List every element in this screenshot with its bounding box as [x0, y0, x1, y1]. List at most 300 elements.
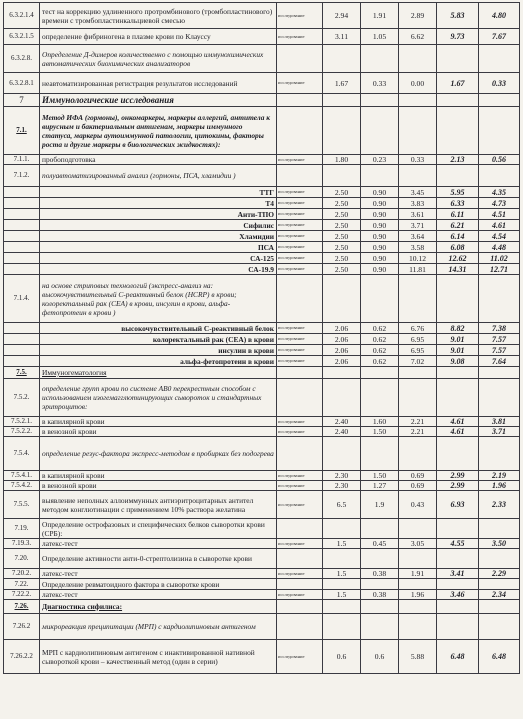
row-unit: исследование	[277, 155, 323, 165]
table-row	[4, 209, 520, 220]
row-value-1	[323, 165, 361, 187]
row-name: Т4	[40, 198, 277, 209]
row-value-1: 2.06	[323, 323, 361, 334]
table-row	[4, 45, 520, 73]
row-unit: исследование	[277, 345, 323, 356]
row-value-1: 2.06	[323, 334, 361, 345]
row-value-3: 2.21	[399, 417, 437, 427]
row-value-1: 1.5	[323, 590, 361, 600]
row-unit: исследование	[277, 471, 323, 481]
row-code: 7.5.	[4, 367, 40, 379]
row-unit: исследование	[277, 231, 323, 242]
row-value-5	[479, 165, 520, 187]
table-row	[4, 231, 520, 242]
row-name: инсулин в крови	[40, 345, 277, 356]
row-value-3: 6.76	[399, 323, 437, 334]
row-value-5: 4.61	[479, 220, 520, 231]
row-value-5	[479, 45, 520, 73]
row-name: СА-125	[40, 253, 277, 264]
row-code: 6.3.2.1.5	[4, 29, 40, 45]
row-value-3	[399, 107, 437, 155]
row-value-5	[479, 275, 520, 323]
table-row	[4, 640, 520, 674]
row-value-2: 0.62	[361, 323, 399, 334]
row-value-3: 3.71	[399, 220, 437, 231]
row-value-2: 1.50	[361, 427, 399, 437]
row-value-4: 6.11	[437, 209, 479, 220]
row-value-4: 6.08	[437, 242, 479, 253]
row-value-1: 1.5	[323, 569, 361, 579]
row-value-3: 3.83	[399, 198, 437, 209]
row-value-2: 0.38	[361, 590, 399, 600]
row-value-3	[399, 275, 437, 323]
row-unit	[277, 614, 323, 640]
row-code: 7.19.3.	[4, 539, 40, 549]
row-value-5: 2.33	[479, 491, 520, 519]
row-value-5: 3.81	[479, 417, 520, 427]
row-value-5: 6.48	[479, 640, 520, 674]
row-value-1: 2.50	[323, 209, 361, 220]
row-value-3: 5.88	[399, 640, 437, 674]
row-value-4	[437, 549, 479, 569]
row-name: определение резус-фактора экспресс-методом в пробирках без подогрева	[40, 437, 277, 471]
row-name: СА-19.9	[40, 264, 277, 275]
row-value-1: 2.50	[323, 242, 361, 253]
row-code: 7.26.2.2	[4, 640, 40, 674]
row-value-5: 2.29	[479, 569, 520, 579]
row-value-3: 6.95	[399, 345, 437, 356]
table-row	[4, 437, 520, 471]
row-code: 7.1.2.	[4, 165, 40, 187]
row-value-5	[479, 107, 520, 155]
row-value-2: 0.33	[361, 73, 399, 94]
table-row	[4, 73, 520, 94]
row-code: 7.20.2.	[4, 569, 40, 579]
row-unit	[277, 600, 323, 614]
row-code	[4, 231, 40, 242]
row-name: выявление неполных аллоиммунных антиэритроцитарных антител методом конглютинации с применением 10% раствора желатина	[40, 491, 277, 519]
row-value-3: 2.89	[399, 3, 437, 29]
row-value-4	[437, 579, 479, 590]
row-value-5	[479, 94, 520, 107]
row-value-4: 3.41	[437, 569, 479, 579]
row-value-3	[399, 379, 437, 417]
row-value-3: 3.45	[399, 187, 437, 198]
table-row	[4, 275, 520, 323]
row-value-2: 0.62	[361, 356, 399, 367]
row-name: на основе стриповых технологий (экспресс-анализ на: высокочувствительный С-реактивный белок (HCRP) в крови; колоректальный рак (СЕА) в крови, инсулин в крови, альфа-фетопротеин в крови )	[40, 275, 277, 323]
table-row	[4, 549, 520, 569]
row-value-4: 14.31	[437, 264, 479, 275]
row-code	[4, 242, 40, 253]
row-value-2: 1.9	[361, 491, 399, 519]
row-value-2: 0.90	[361, 253, 399, 264]
row-value-5: 4.48	[479, 242, 520, 253]
row-name: полуавтоматизированный анализ (гормоны, ПСА, хламидии )	[40, 165, 277, 187]
row-value-2: 0.90	[361, 220, 399, 231]
row-unit: исследование	[277, 3, 323, 29]
row-value-5: 7.57	[479, 345, 520, 356]
row-name: Анти-ТПО	[40, 209, 277, 220]
row-name: Хламидии	[40, 231, 277, 242]
table-body	[4, 3, 520, 674]
row-code: 7.19.	[4, 519, 40, 539]
row-value-4: 3.46	[437, 590, 479, 600]
table-row	[4, 323, 520, 334]
row-value-3	[399, 579, 437, 590]
row-value-3	[399, 519, 437, 539]
row-value-1	[323, 614, 361, 640]
table-row	[4, 165, 520, 187]
row-value-5: 4.73	[479, 198, 520, 209]
table-row	[4, 471, 520, 481]
row-name: высокочувствительный С-реактивный белок	[40, 323, 277, 334]
row-value-2	[361, 94, 399, 107]
row-value-2: 0.90	[361, 242, 399, 253]
row-value-3: 11.81	[399, 264, 437, 275]
row-value-2: 0.62	[361, 345, 399, 356]
row-value-1: 6.5	[323, 491, 361, 519]
row-code	[4, 334, 40, 345]
row-unit: исследование	[277, 29, 323, 45]
row-value-2: 1.60	[361, 417, 399, 427]
row-unit	[277, 579, 323, 590]
row-value-5	[479, 579, 520, 590]
row-name: латекс-тест	[40, 590, 277, 600]
row-value-1: 2.50	[323, 187, 361, 198]
row-code	[4, 264, 40, 275]
table-row	[4, 187, 520, 198]
row-value-3	[399, 165, 437, 187]
row-unit: исследование	[277, 187, 323, 198]
row-code	[4, 209, 40, 220]
row-unit: исследование	[277, 590, 323, 600]
row-value-3: 0.69	[399, 471, 437, 481]
row-value-1	[323, 367, 361, 379]
row-value-5	[479, 600, 520, 614]
row-value-2	[361, 165, 399, 187]
row-value-5: 7.64	[479, 356, 520, 367]
row-unit: исследование	[277, 209, 323, 220]
row-value-3: 0.43	[399, 491, 437, 519]
table-row	[4, 590, 520, 600]
row-value-5: 7.57	[479, 334, 520, 345]
row-value-1: 2.40	[323, 417, 361, 427]
table-row	[4, 356, 520, 367]
row-value-2: 0.90	[361, 198, 399, 209]
row-name: определение групп крови по системе АВ0 перекрестным способом с использованием изогемагглютинирующих сывороток и стандартных эритроцитов:	[40, 379, 277, 417]
row-code: 7.1.4.	[4, 275, 40, 323]
row-name: Определение Д-димеров количественно с помощью иммунохимических автоматических биохимических анализаторов	[40, 45, 277, 73]
row-code: 7.22.2.	[4, 590, 40, 600]
price-table	[3, 2, 520, 674]
row-value-4: 6.21	[437, 220, 479, 231]
row-value-1: 1.67	[323, 73, 361, 94]
row-unit	[277, 549, 323, 569]
table-row	[4, 600, 520, 614]
row-value-5: 0.56	[479, 155, 520, 165]
row-code: 7.22.	[4, 579, 40, 590]
row-value-4: 9.01	[437, 345, 479, 356]
row-value-5: 7.38	[479, 323, 520, 334]
row-value-1: 0.6	[323, 640, 361, 674]
row-value-4	[437, 437, 479, 471]
row-name: Диагностика сифилиса:	[40, 600, 277, 614]
row-value-2: 0.6	[361, 640, 399, 674]
row-value-5	[479, 379, 520, 417]
table-row	[4, 427, 520, 437]
row-name: пробоподготовка	[40, 155, 277, 165]
row-value-1	[323, 94, 361, 107]
row-unit	[277, 379, 323, 417]
table-row	[4, 569, 520, 579]
row-value-3: 1.91	[399, 569, 437, 579]
table-row	[4, 3, 520, 29]
row-value-1	[323, 379, 361, 417]
row-value-5	[479, 614, 520, 640]
row-value-1: 2.50	[323, 220, 361, 231]
row-value-1	[323, 549, 361, 569]
row-code	[4, 220, 40, 231]
table-row	[4, 107, 520, 155]
row-value-2: 1.27	[361, 481, 399, 491]
row-value-3	[399, 437, 437, 471]
row-value-4	[437, 45, 479, 73]
row-value-3: 3.61	[399, 209, 437, 220]
row-name: неавтоматизированная регистрация результатов исследований	[40, 73, 277, 94]
row-value-1: 2.50	[323, 253, 361, 264]
row-name: ПСА	[40, 242, 277, 253]
row-value-3	[399, 367, 437, 379]
row-value-2: 0.62	[361, 334, 399, 345]
row-unit	[277, 519, 323, 539]
table-row	[4, 345, 520, 356]
row-code	[4, 253, 40, 264]
row-value-2	[361, 437, 399, 471]
row-value-2: 0.38	[361, 569, 399, 579]
row-unit: исследование	[277, 73, 323, 94]
table-row	[4, 242, 520, 253]
row-unit: исследование	[277, 334, 323, 345]
row-value-1	[323, 600, 361, 614]
table-row	[4, 334, 520, 345]
row-value-4: 4.61	[437, 427, 479, 437]
row-value-5: 4.51	[479, 209, 520, 220]
row-value-4	[437, 275, 479, 323]
table-row	[4, 539, 520, 549]
table-row	[4, 379, 520, 417]
row-value-1	[323, 437, 361, 471]
row-value-5: 2.19	[479, 471, 520, 481]
table-row	[4, 29, 520, 45]
row-value-1: 2.50	[323, 198, 361, 209]
row-value-4: 5.83	[437, 3, 479, 29]
row-name: микрореакция преципитации (МРП) с кардиолипиновым антигеном	[40, 614, 277, 640]
row-value-4	[437, 519, 479, 539]
row-unit	[277, 165, 323, 187]
row-value-3: 6.62	[399, 29, 437, 45]
row-value-2	[361, 600, 399, 614]
row-value-2: 1.50	[361, 471, 399, 481]
row-value-3: 3.58	[399, 242, 437, 253]
row-unit: исследование	[277, 356, 323, 367]
row-value-5: 7.67	[479, 29, 520, 45]
row-value-4: 6.93	[437, 491, 479, 519]
table-row	[4, 253, 520, 264]
row-name: латекс-тест	[40, 569, 277, 579]
row-code: 7.5.4.2.	[4, 481, 40, 491]
row-value-1: 2.94	[323, 3, 361, 29]
table-row	[4, 198, 520, 209]
row-value-3: 0.00	[399, 73, 437, 94]
row-value-1: 2.30	[323, 481, 361, 491]
row-name: ТТГ	[40, 187, 277, 198]
table-row	[4, 220, 520, 231]
row-value-4: 2.13	[437, 155, 479, 165]
row-name: Определение ревматоидного фактора в сыворотке крови	[40, 579, 277, 590]
table-row	[4, 491, 520, 519]
row-value-5: 1.96	[479, 481, 520, 491]
row-value-2	[361, 275, 399, 323]
row-name: Определение активности анти-0-стрептолизина в сыворотке крови	[40, 549, 277, 569]
row-value-2	[361, 107, 399, 155]
table-row	[4, 579, 520, 590]
row-value-5: 2.34	[479, 590, 520, 600]
row-value-4: 2.99	[437, 471, 479, 481]
row-value-3: 3.05	[399, 539, 437, 549]
table-row	[4, 155, 520, 165]
row-unit: исследование	[277, 417, 323, 427]
row-name: альфа-фетопротеин в крови	[40, 356, 277, 367]
row-unit: исследование	[277, 640, 323, 674]
row-value-5: 4.80	[479, 3, 520, 29]
row-value-3: 6.95	[399, 334, 437, 345]
row-unit: исследование	[277, 242, 323, 253]
row-code: 7.5.2.2.	[4, 427, 40, 437]
row-unit: исследование	[277, 481, 323, 491]
row-value-1: 2.30	[323, 471, 361, 481]
row-code: 7.26.	[4, 600, 40, 614]
row-value-1: 1.80	[323, 155, 361, 165]
row-unit: исследование	[277, 323, 323, 334]
row-value-2	[361, 519, 399, 539]
row-value-5	[479, 437, 520, 471]
row-value-2: 0.45	[361, 539, 399, 549]
row-code: 7	[4, 94, 40, 107]
row-unit	[277, 367, 323, 379]
row-code	[4, 187, 40, 198]
row-name: в венозной крови	[40, 427, 277, 437]
row-value-1: 2.06	[323, 356, 361, 367]
row-value-5: 3.71	[479, 427, 520, 437]
row-value-1	[323, 579, 361, 590]
row-value-4: 8.82	[437, 323, 479, 334]
row-name: тест на коррекцию удлиненного протромбинового (тромбопластинового) времени с тромбопластинкальциевой смесью	[40, 3, 277, 29]
row-value-5	[479, 519, 520, 539]
row-value-2	[361, 614, 399, 640]
row-unit: исследование	[277, 220, 323, 231]
row-value-4	[437, 379, 479, 417]
row-value-2: 0.90	[361, 264, 399, 275]
row-unit: исследование	[277, 491, 323, 519]
row-value-4: 6.33	[437, 198, 479, 209]
row-name: в венозной крови	[40, 481, 277, 491]
row-value-4: 9.73	[437, 29, 479, 45]
row-value-2: 1.05	[361, 29, 399, 45]
row-code: 6.3.2.8.1	[4, 73, 40, 94]
row-value-2	[361, 367, 399, 379]
row-value-3	[399, 94, 437, 107]
row-code	[4, 345, 40, 356]
row-value-1	[323, 519, 361, 539]
row-value-3: 2.21	[399, 427, 437, 437]
row-value-4: 6.48	[437, 640, 479, 674]
row-value-2	[361, 549, 399, 569]
table-row	[4, 94, 520, 107]
row-value-2: 0.90	[361, 231, 399, 242]
row-name: Сифилис	[40, 220, 277, 231]
row-unit	[277, 107, 323, 155]
row-code	[4, 198, 40, 209]
row-value-1	[323, 275, 361, 323]
row-code: 6.3.2.1.4	[4, 3, 40, 29]
table-row	[4, 367, 520, 379]
row-value-2: 1.91	[361, 3, 399, 29]
row-value-2: 0.90	[361, 187, 399, 198]
row-value-3: 0.69	[399, 481, 437, 491]
table-row	[4, 417, 520, 427]
row-value-3: 7.02	[399, 356, 437, 367]
row-value-4	[437, 367, 479, 379]
row-value-5: 12.71	[479, 264, 520, 275]
row-name: Иммунологические исследования	[40, 94, 277, 107]
table-row	[4, 614, 520, 640]
row-code: 7.20.	[4, 549, 40, 569]
row-value-5	[479, 549, 520, 569]
row-code: 7.5.4.	[4, 437, 40, 471]
row-unit: исследование	[277, 569, 323, 579]
row-unit: исследование	[277, 427, 323, 437]
row-code: 7.5.4.1.	[4, 471, 40, 481]
row-code: 7.26.2	[4, 614, 40, 640]
row-value-4: 1.67	[437, 73, 479, 94]
row-unit: исследование	[277, 198, 323, 209]
row-value-3: 10.12	[399, 253, 437, 264]
row-value-4	[437, 614, 479, 640]
row-code	[4, 356, 40, 367]
row-value-5: 4.54	[479, 231, 520, 242]
row-name: Иммуногематология	[40, 367, 277, 379]
row-value-1: 2.06	[323, 345, 361, 356]
row-value-1: 3.11	[323, 29, 361, 45]
row-value-4	[437, 165, 479, 187]
row-value-1	[323, 45, 361, 73]
row-value-1: 2.50	[323, 264, 361, 275]
row-value-4: 6.14	[437, 231, 479, 242]
row-unit: исследование	[277, 253, 323, 264]
table-row	[4, 264, 520, 275]
row-value-4	[437, 94, 479, 107]
row-value-5	[479, 367, 520, 379]
row-code: 7.5.2.1.	[4, 417, 40, 427]
row-name: в капилярной крови	[40, 417, 277, 427]
row-unit	[277, 437, 323, 471]
row-value-4: 5.95	[437, 187, 479, 198]
row-value-3: 0.33	[399, 155, 437, 165]
row-code: 6.3.2.8.	[4, 45, 40, 73]
row-value-3: 1.96	[399, 590, 437, 600]
row-value-5: 3.50	[479, 539, 520, 549]
